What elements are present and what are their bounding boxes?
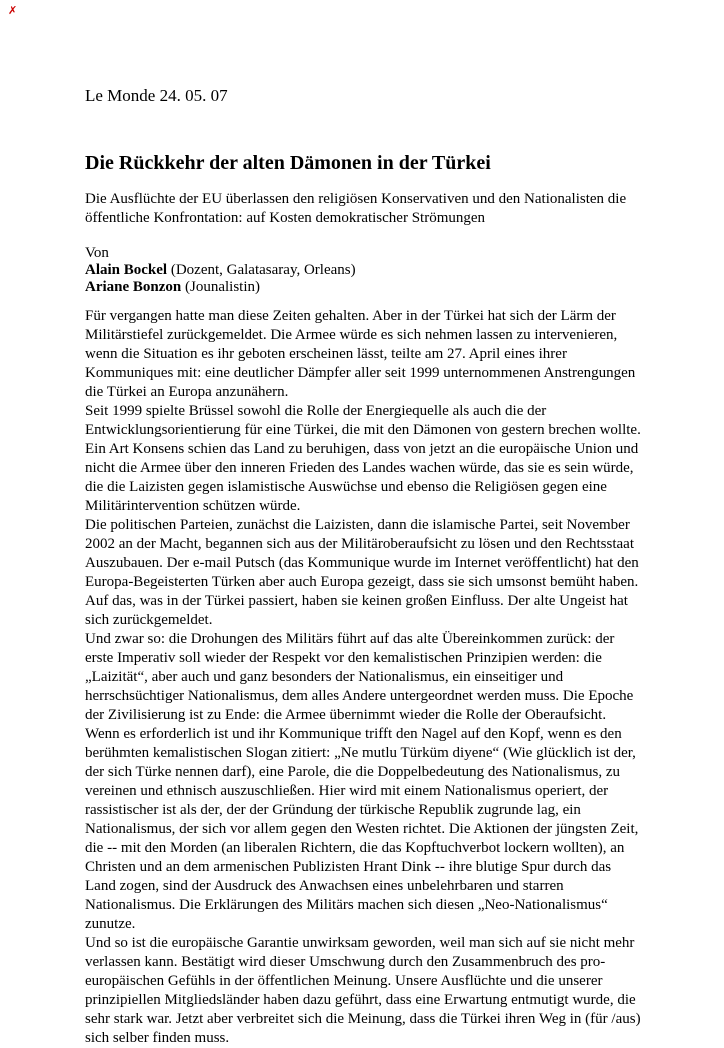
- article-paragraph: Für vergangen hatte man diese Zeiten gehalten. Aber in der Türkei hat sich der Lärm der Militärstiefel zurückgemeldet. Die Armee würde es sich nehmen lassen zu intervenieren, wenn die Situation es ihr geboten erscheinen lässt, teilte am 27. April eines ihrer Kommuniques mit: eine deutlicher Dämpfer aller seit 1999 unternommenen Anstrengungen die Türkei an Europa anzunähern.: [85, 308, 636, 400]
- byline-author: [85, 262, 645, 279]
- article-body: [85, 307, 645, 1048]
- author-name: Ariane Bonzon: [85, 279, 182, 295]
- document-content: [85, 0, 645, 1048]
- article-title: Die Rückkehr der alten Dämonen in der Türkei: [85, 152, 491, 174]
- byline: [85, 245, 645, 296]
- article-paragraph: Wenn es erforderlich ist und ihr Kommunique trifft den Nagel auf den Kopf, wenn es den berühmten kemalistischen Slogan zitiert: „Ne mutlu Türküm diyene“ (Wie glücklich ist der, der sich Türke nennen darf), eine Parole, die die Doppelbedeutung des Nationalismus, zu vereinen und ethnisch auszuschließen. Hier wird mit einem Nationalismus operiert, der rassistischer ist als der, der der Gründung der türkische Republik zugrunde lag, ein Nationalismus, der sich vor allem gegen den Westen richtet. Die Aktionen der jüngsten Zeit, die -- mit den Morden (an liberalen Richtern, die das Kopftuchverbot lockern wollten), an Christen und an dem armenischen Publizisten Hrant Dink -- ihre blutige Spur durch das Land zogen, sind der Ausdruck des Anwachsen eines unbelehrbaren und starren Nationalismus. Die Erklärungen des Militärs machen sich diesen „Neo-Nationalismus“ zunutze.: [85, 726, 639, 932]
- article-paragraph: Die politischen Parteien, zunächst die Laizisten, dann die islamische Partei, seit November 2002 an der Macht, begannen sich aus der Militäroberaufsicht zu lösen und den Rechtsstaat Auszubauen. Der e-mail Putsch (das Kommunique wurde im Internet veröffentlicht) hat den Europa-Begeisterten Türken aber auch Europa gezeigt, dass sie sich umsonst bemüht haben. Auf das, was in der Türkei passiert, haben sie keinen großen Einfluss. Der alte Ungeist hat sich zurückgemeldet.: [85, 517, 639, 628]
- publication-date: Le Monde 24. 05. 07: [85, 86, 228, 105]
- author-detail: (Jounalistin): [181, 279, 261, 295]
- article-paragraph: Und so ist die europäische Garantie unwirksam geworden, weil man sich auf sie nicht mehr verlassen kann. Bestätigt wird dieser Umschwung durch den Zusammenbruch des pro-europäischen Gefühls in der öffentlichen Meinung. Unsere Ausflüchte und die unserer prinzipiellen Mitgliedsländer haben dazu geführt, dass eine Erwartung entmutigt wurde, die sehr stark war. Jetzt aber verbreitet sich die Meinung, dass die Türkei ihren Weg in (für /aus) sich selber finden muss.: [85, 935, 641, 1046]
- author-name: Alain Bockel: [85, 262, 168, 278]
- article-subtitle: Die Ausflüchte der EU überlassen den religiösen Konservativen und den Nationalisten die öffentliche Konfrontation: auf Kosten demokratischer Strömungen: [85, 191, 627, 226]
- article-paragraph: Seit 1999 spielte Brüssel sowohl die Rolle der Energiequelle als auch die der Entwicklungsorientierung für eine Türkei, die mit den Dämonen von gestern brechen wollte. Ein Art Konsens schien das Land zu beruhigen, dass von jetzt an die europäische Union und nicht die Armee über den inneren Frieden des Landes wachen würde, das sie es sein würde, die die Laizisten gegen islamistische Auswüchse und ebenso die Religiösen gegen eine Militärintervention schützen würde.: [85, 403, 641, 514]
- author-detail: (Dozent, Galatasaray, Orleans): [167, 262, 356, 278]
- byline-intro: Von: [85, 245, 109, 261]
- broken-image-icon: ✗: [8, 4, 18, 17]
- byline-author: [85, 279, 645, 296]
- article-paragraph: Und zwar so: die Drohungen des Militärs führt auf das alte Übereinkommen zurück: der erste Imperativ soll wieder der Respekt vor den kemalistischen Prinzipien werden: die „Laizität“, aber auch und ganz besonders der Nationalismus, ein einseitiger und herrschsüchtiger Nationalismus, dem alles Andere untergeordnet werden muss. Die Epoche der Zivilisierung ist zu Ende: die Armee übernimmt wieder die Rolle der Oberaufsicht.: [85, 631, 634, 723]
